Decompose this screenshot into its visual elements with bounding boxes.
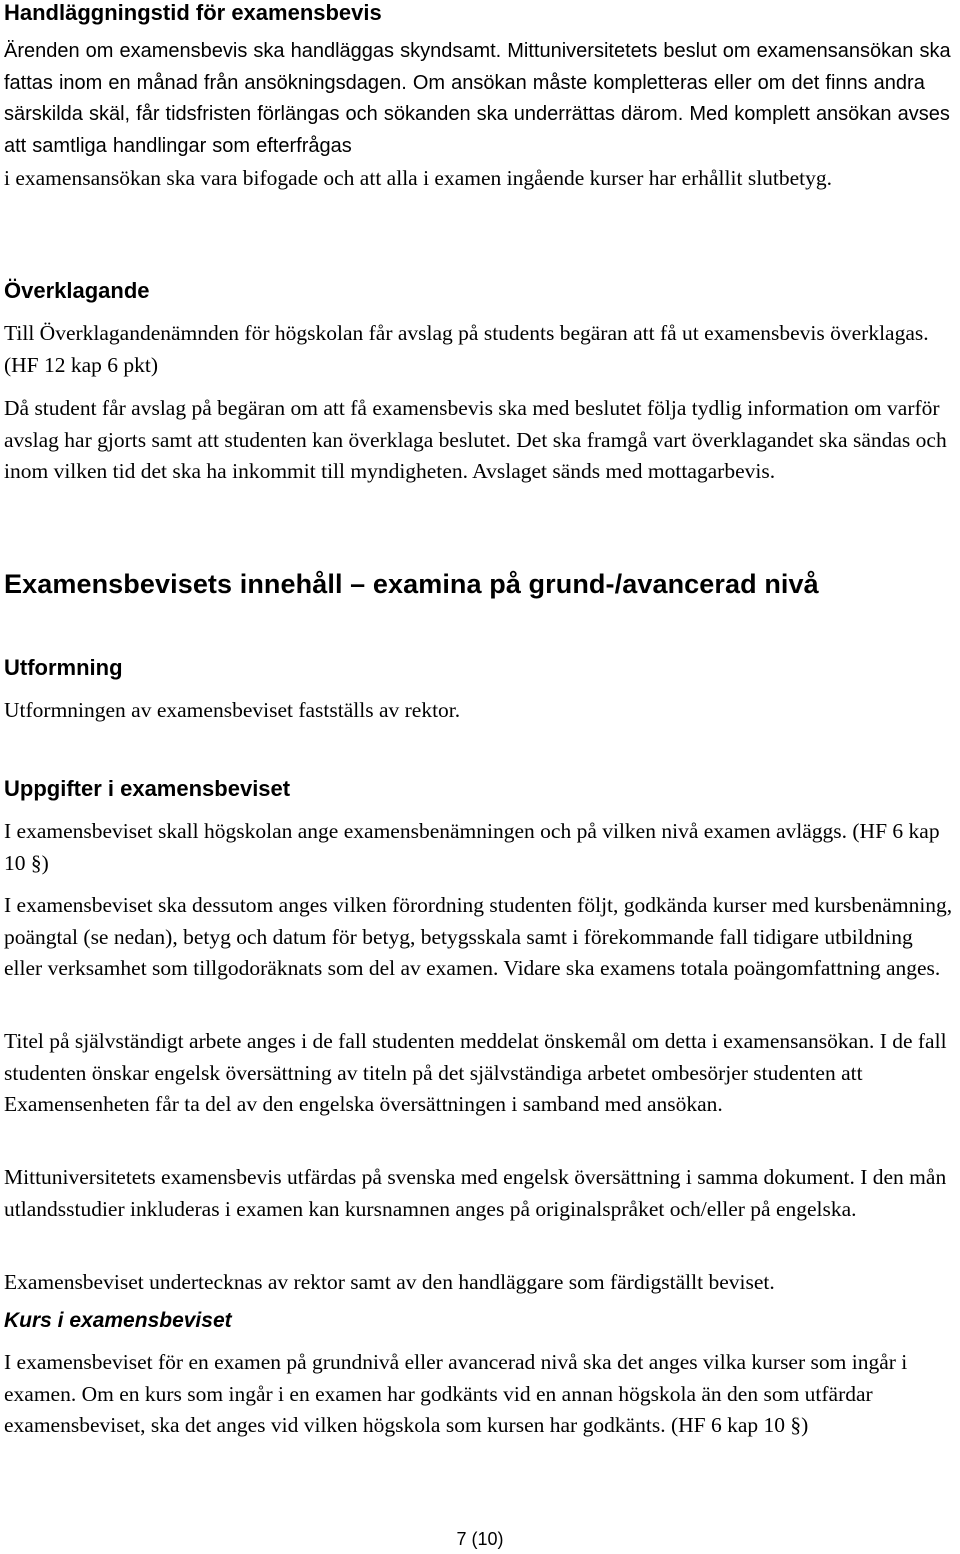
paragraph-kurs: I examensbeviset för en examen på grundnivå eller avancerad nivå ska det anges vilka kurser som ingår i examen. Om en kurs som ingår i en examen har godkänts vid en annan högskola än den som utfärdar examensbeviset, ska det anges vid vilken högskola som kursen har godkänts. (HF 6 kap 10 §) — [4, 1350, 908, 1437]
paragraph-uppgifter-4: Mittuniversitetets examensbevis utfärdas på svenska med engelsk översättning i samma dokument. I den mån utlandsstudier inkluderas i examen kan kursnamnen anges på originalspråket och/eller på engelska. — [4, 1165, 947, 1221]
subheading-uppgifter: Uppgifter i examensbeviset — [4, 776, 291, 801]
subheading-kurs: Kurs i examensbeviset — [4, 1309, 232, 1332]
paragraph-uppgifter-2: I examensbeviset ska dessutom anges vilken förordning studenten följt, godkända kurser med kursbenämning, poängtal (se nedan), betyg och datum för betyg, betygsskala samt i förekommande fall tidigare utbildning eller verksamhet som tillgodoräknats som del av examen. Vidare ska examens totala poängomfattning anges. — [4, 893, 953, 980]
page-number: 7 (10) — [456, 1529, 504, 1549]
major-heading-innehall: Examensbevisets innehåll – examina på grund-/avancerad nivå — [4, 569, 819, 599]
paragraph-uppgifter-3: Titel på självständigt arbete anges i de fall studenten meddelat önskemål om detta i examensansökan. I de fall studenten önskar engelsk översättning av titeln på det självständiga arbetet ombesörjer studenten att Examensenheten får ta del av den engelska översättningen i samband med ansökan. — [4, 1029, 947, 1116]
paragraph-overklagande-2: Då student får avslag på begäran om att få examensbevis ska med beslutet följa tydlig information om varför avslag har gjorts samt att studenten kan överklaga beslutet. Det ska framgå vart överklagandet ska sändas och inom vilken tid det ska ha inkommit till myndigheten. Avslaget sänds med mottagarbevis. — [4, 396, 947, 483]
paragraph-uppgifter-5: Examensbeviset undertecknas av rektor samt av den handläggare som färdigställt beviset. — [4, 1270, 775, 1294]
paragraph-overklagande-1 — [4, 318, 954, 381]
paragraph-uppgifter-1: I examensbeviset skall högskolan ange examensbenämningen och på vilken nivå examen avläggs. (HF 6 kap 10 §) — [4, 819, 940, 875]
section-heading-handlaggningstid: Handläggningstid för examensbevis — [4, 0, 382, 25]
paragraph-overklagande-1-text: Till Överklagandenämnden för högskolan får avslag på students begäran att få ut examensbevis överklagas. — [4, 321, 929, 345]
subheading-utformning: Utformning — [4, 655, 123, 680]
paragraph-handlaggningstid: Ärenden om examensbevis ska handläggas skyndsamt. Mittuniversitetets beslut om examensansökan ska fattas inom en månad från ansökningsdagen. Om ansökan måste kompletteras eller om det finns andra särskilda skäl, får tidsfristen förlängas och sökanden ska underrättas därom. Med komplett ansökan avses att samtliga handlingar som efterfrågas — [4, 40, 951, 157]
paragraph-utformning: Utformningen av examensbeviset fastställs av rektor. — [4, 698, 461, 722]
section-heading-overklagande: Överklagande — [4, 278, 150, 303]
law-reference: (HF 12 kap 6 pkt) — [4, 352, 159, 377]
paragraph-handlaggningstid-continued: i examensansökan ska vara bifogade och att alla i examen ingående kurser har erhållit slutbetyg. — [4, 166, 833, 190]
